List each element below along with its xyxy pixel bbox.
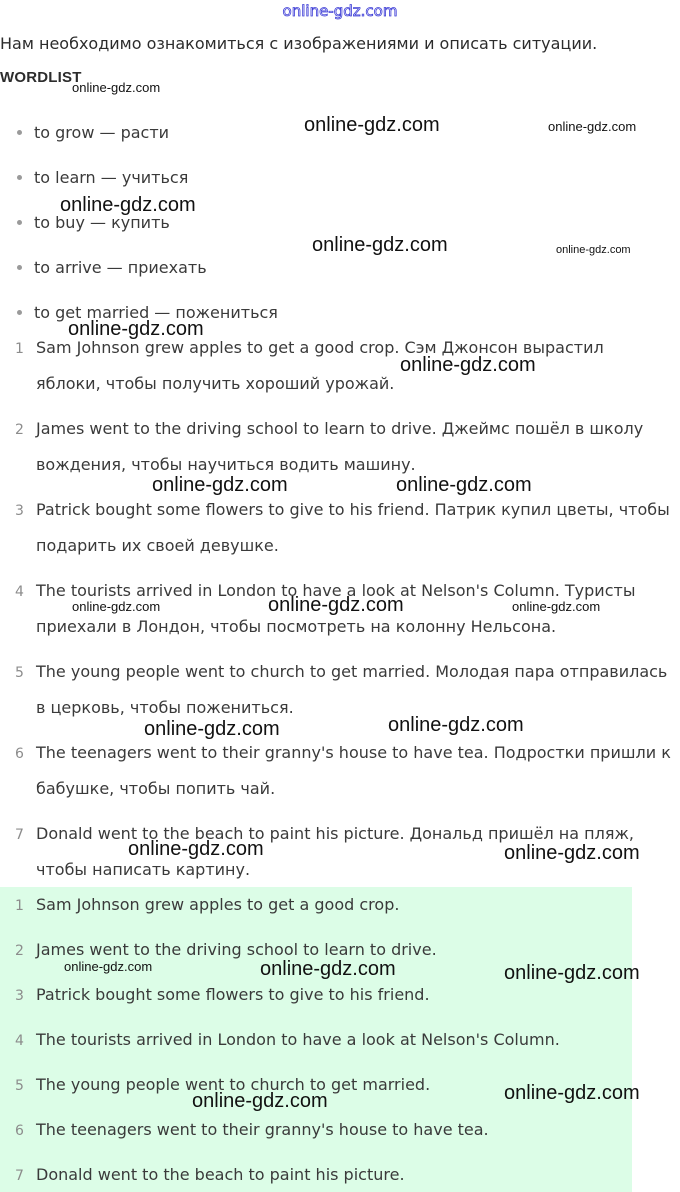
item-line: вождения, чтобы научиться водить машину.: [36, 455, 416, 474]
item-number: 7: [15, 1168, 24, 1184]
bullet-icon: [17, 310, 22, 315]
item-line: The tourists arrived in London to have a look at Nelson's Column.: [36, 1030, 560, 1049]
wordlist-item-text: to learn — учиться: [34, 168, 189, 187]
watermark: online-gdz.com: [192, 1090, 328, 1112]
item-number: 1: [15, 898, 24, 914]
wordlist-item-text: to grow — расти: [34, 123, 170, 142]
bullet-icon: [17, 220, 22, 225]
item-line: в церковь, чтобы пожениться.: [36, 698, 294, 717]
watermark: online-gdz.com: [68, 318, 204, 340]
watermark: online-gdz.com: [556, 244, 631, 256]
item-line: The young people went to church to get married. Молодая пара отправилась: [36, 662, 668, 681]
watermark: online-gdz.com: [72, 599, 161, 614]
item-line: Patrick bought some flowers to give to his friend. Патрик купил цветы, чтобы: [36, 500, 670, 519]
item-line: The teenagers went to their granny's house to have tea. Подростки пришли к: [36, 743, 671, 762]
watermark: online-gdz.com: [504, 842, 640, 864]
item-number: 7: [15, 827, 24, 843]
item-line: James went to the driving school to learn to drive.: [36, 940, 437, 959]
watermark: online-gdz.com: [504, 962, 640, 984]
wordlist-item: [0, 168, 188, 187]
wordlist-title: WORDLIST: [0, 69, 82, 86]
item-line: бабушке, чтобы попить чай.: [36, 779, 276, 798]
intro-text: Нам необходимо ознакомиться с изображениями и описать ситуации.: [0, 34, 598, 53]
wordlist-item-text: to buy — купить: [34, 213, 170, 232]
item-number: 4: [15, 1033, 24, 1049]
item-line: подарить их своей девушке.: [36, 536, 279, 555]
watermark: online-gdz.com: [60, 194, 196, 216]
wordlist-item-text: to arrive — приехать: [34, 258, 207, 277]
item-line: приехали в Лондон, чтобы посмотреть на колонну Нельсона.: [36, 617, 557, 636]
bullet-icon: [17, 265, 22, 270]
item-number: 3: [15, 503, 24, 519]
watermark: online-gdz.com: [72, 80, 161, 95]
watermark: online-gdz.com: [144, 718, 280, 740]
bullet-icon: [17, 175, 22, 180]
item-number: 6: [15, 1123, 24, 1139]
item-line: The teenagers went to their granny's house to have tea.: [36, 1120, 489, 1139]
wordlist-item: [0, 123, 169, 142]
wordlist-item: [0, 258, 207, 277]
item-line: Patrick bought some flowers to give to his friend.: [36, 985, 430, 1004]
item-line: Donald went to the beach to paint his picture. Дональд пришёл на пляж,: [36, 824, 634, 843]
item-number: 3: [15, 988, 24, 1004]
wordlist-item-text: to get married — пожениться: [34, 303, 278, 322]
watermark: online-gdz.com: [152, 474, 288, 496]
item-line: The tourists arrived in London to have a look at Nelson's Column. Туристы: [36, 581, 636, 600]
watermark: online-gdz.com: [548, 119, 637, 134]
watermark: online-gdz.com: [312, 234, 448, 256]
bullet-icon: [17, 130, 22, 135]
watermark: online-gdz.com: [400, 354, 536, 376]
watermark: online-gdz.com: [268, 594, 404, 616]
watermark: online-gdz.com: [304, 114, 440, 136]
site-logo: online-gdz.com: [282, 2, 398, 20]
item-number: 2: [15, 422, 24, 438]
watermark: online-gdz.com: [512, 599, 601, 614]
item-number: 5: [15, 665, 24, 681]
item-number: 4: [15, 584, 24, 600]
watermark: online-gdz.com: [260, 958, 396, 980]
item-line: чтобы написать картину.: [36, 860, 251, 879]
item-line: James went to the driving school to learn to drive. Джеймс пошёл в школу: [36, 419, 644, 438]
item-line: Sam Johnson grew apples to get a good crop. Сэм Джонсон вырастил: [36, 338, 604, 357]
item-number: 6: [15, 746, 24, 762]
item-line: Sam Johnson grew apples to get a good crop.: [36, 895, 400, 914]
watermark: online-gdz.com: [388, 714, 524, 736]
watermark: online-gdz.com: [396, 474, 532, 496]
item-line: The young people went to church to get married.: [36, 1075, 431, 1094]
watermark: online-gdz.com: [504, 1082, 640, 1104]
watermark: online-gdz.com: [64, 959, 153, 974]
item-line: Donald went to the beach to paint his picture.: [36, 1165, 405, 1184]
item-number: 1: [15, 341, 24, 357]
item-number: 5: [15, 1078, 24, 1094]
item-line: яблоки, чтобы получить хороший урожай.: [36, 374, 395, 393]
item-number: 2: [15, 943, 24, 959]
watermark: online-gdz.com: [128, 838, 264, 860]
